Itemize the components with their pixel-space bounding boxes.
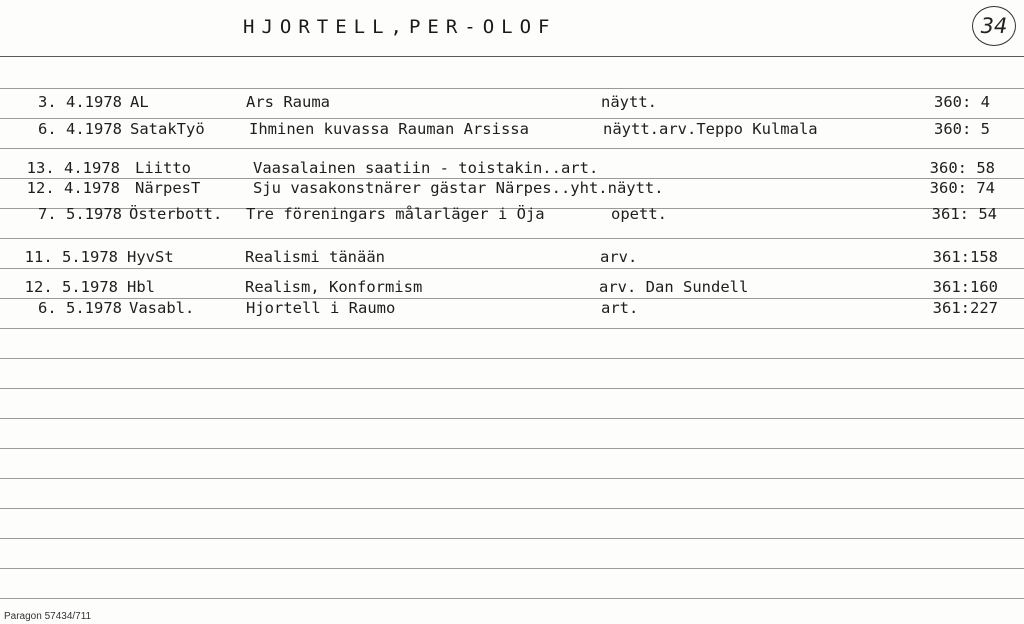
entry-title: Tre föreningars målarläger i Öja — [246, 205, 545, 223]
entry-source: Hbl — [127, 278, 155, 296]
ruled-line — [0, 478, 1024, 479]
entry-title: Ihminen kuvassa Rauman Arsissa — [249, 120, 529, 138]
entry-source: Österbott. — [129, 205, 223, 223]
entry-source: Vasabl. — [129, 299, 195, 317]
ruled-line — [0, 448, 1024, 449]
ruled-line — [0, 538, 1024, 539]
entry-row — [0, 248, 1024, 272]
entry-reference: 360: 58 — [929, 159, 995, 177]
ruled-line — [0, 88, 1024, 89]
entry-title: Vaasalainen saatiin - toistakin..art. — [253, 159, 599, 177]
ruled-line — [0, 568, 1024, 569]
ruled-line — [0, 148, 1024, 149]
entry-title: Realismi tänään — [245, 248, 385, 266]
entry-title: Hjortell i Raumo — [246, 299, 396, 317]
entry-title: Realism, Konformism — [245, 278, 423, 296]
ruled-line — [0, 328, 1024, 329]
entry-row — [0, 179, 1024, 203]
entry-reference: 360: 4 — [934, 93, 990, 111]
entry-source: SatakTyö — [130, 120, 205, 138]
entry-type: art. — [601, 299, 639, 317]
ruled-line — [0, 238, 1024, 239]
entry-reference: 360: 5 — [934, 120, 990, 138]
ruled-line — [0, 508, 1024, 509]
entry-source: HyvSt — [127, 248, 174, 266]
ruled-line — [0, 388, 1024, 389]
entry-date: 3. 4.1978 — [38, 93, 122, 111]
entry-title: Sju vasakonstnärer gästar Närpes..yht.näytt. — [253, 179, 664, 197]
entry-source: Liitto — [135, 159, 191, 177]
ruled-line — [0, 118, 1024, 119]
entry-type: näytt. — [601, 93, 657, 111]
entry-reference: 361:160 — [932, 278, 998, 296]
entry-row — [0, 93, 1024, 117]
entry-type: arv. — [600, 248, 638, 266]
entry-title: Ars Rauma — [246, 93, 330, 111]
ruled-line — [0, 598, 1024, 599]
printer-imprint: Paragon 57434/711 — [4, 611, 92, 622]
ruled-line — [0, 418, 1024, 419]
entry-type: arv. Dan Sundell — [599, 278, 749, 296]
card-title: HJORTELL,PER-OLOF — [243, 16, 557, 38]
entry-reference: 361:158 — [932, 248, 998, 266]
card-number-circled: 34 — [972, 6, 1016, 46]
entry-type: opett. — [611, 205, 667, 223]
ruled-line — [0, 358, 1024, 359]
header-rule — [0, 56, 1024, 57]
entry-date: 13. 4.1978 — [26, 159, 120, 177]
entry-date: 7. 5.1978 — [38, 205, 122, 223]
entry-date: 12. 5.1978 — [24, 278, 118, 296]
entry-date: 11. 5.1978 — [24, 248, 118, 266]
entry-source: AL — [130, 93, 149, 111]
entry-row — [0, 120, 1024, 144]
entry-reference: 361: 54 — [931, 205, 997, 223]
entry-date: 6. 5.1978 — [38, 299, 122, 317]
entry-row — [0, 205, 1024, 229]
entry-date: 12. 4.1978 — [26, 179, 120, 197]
entry-date: 6. 4.1978 — [38, 120, 122, 138]
entry-type: näytt.arv.Teppo Kulmala — [603, 120, 818, 138]
entry-reference: 360: 74 — [929, 179, 995, 197]
entry-row — [0, 299, 1024, 323]
entry-source: NärpesT — [135, 179, 201, 197]
entry-reference: 361:227 — [932, 299, 998, 317]
